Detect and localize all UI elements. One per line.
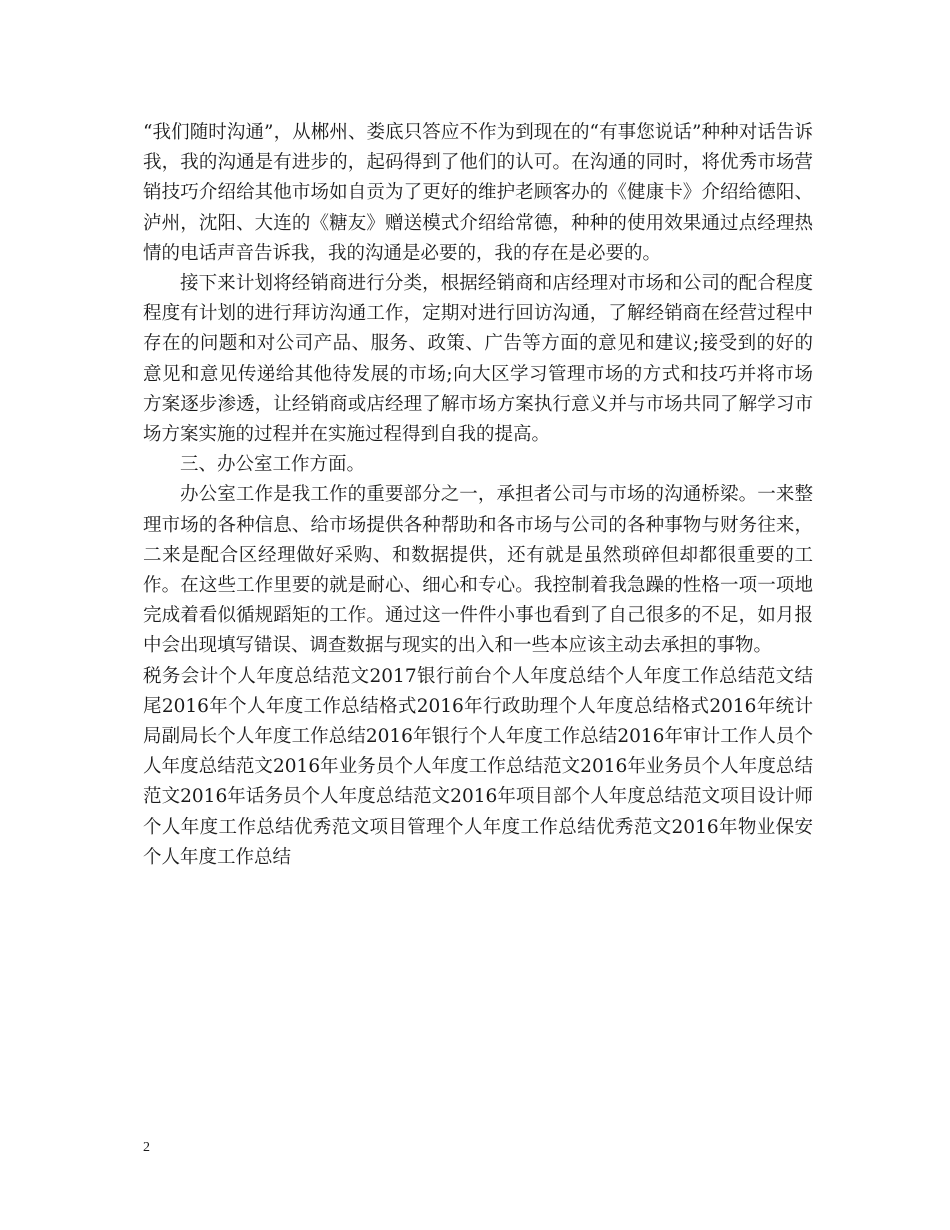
document-body: [143, 118, 813, 873]
section-heading-office-work: 三、办公室工作方面。: [180, 454, 366, 476]
paragraph-communication: “我们随时沟通”，从郴州、娄底只答应不作为到现在的“有事您说话”种种对话告诉我，我的沟通是有进步的，起码得到了他们的认可。在沟通的同时，将优秀市场营销技巧介绍给其他市场如自贡为了更好的维护老顾客办的《健康卡》介绍给德阳、泸州，沈阳、大连的《糖友》赠送模式介绍给常德，种种的使用效果通过点经理热情的电话声音告诉我，我的沟通是必要的，我的存在是必要的。: [143, 122, 813, 264]
paragraph-dealer-plan: 接下来计划将经销商进行分类，根据经销商和店经理对市场和公司的配合程度程度有计划的进行拜访沟通工作，定期对进行回访沟通，了解经销商在经营过程中存在的问题和对公司产品、服务、政策、广告等方面的意见和建议;接受到的好的意见和意见传递给其他待发展的市场;向大区学习管理市场的方式和技巧并将市场方案逐步渗透，让经销商或店经理了解市场方案执行意义并与市场共同了解学习市场方案实施的过程并在实施过程得到自我的提高。: [143, 273, 813, 446]
paragraph-related-titles: 税务会计个人年度总结范文2017银行前台个人年度总结个人年度工作总结范文结尾2016年个人年度工作总结格式2016年行政助理个人年度总结格式2016年统计局副局长个人年度工作总结2016年银行个人年度工作总结2016年审计工作人员个人年度总结范文2016年业务员个人年度工作总结范文2016年业务员个人年度总结范文2016年话务员个人年度总结范文2016年项目部个人年度总结范文项目设计师个人年度工作总结优秀范文项目管理个人年度工作总结优秀范文2016年物业保安个人年度工作总结: [143, 665, 813, 868]
page-number: 2: [143, 1140, 150, 1155]
paragraph-office-work: 办公室工作是我工作的重要部分之一，承担者公司与市场的沟通桥梁。一来整理市场的各种信息、给市场提供各种帮助和各市场与公司的各种事物与财务往来，二来是配合区经理做好采购、和数据提供，还有就是虽然琐碎但却都很重要的工作。在这些工作里要的就是耐心、细心和专心。我控制着我急躁的性格一项一项地完成着看似循规蹈矩的工作。通过这一件件小事也看到了自己很多的不足，如月报中会出现填写错误、调查数据与现实的出入和一些本应该主动去承担的事物。: [143, 484, 813, 657]
